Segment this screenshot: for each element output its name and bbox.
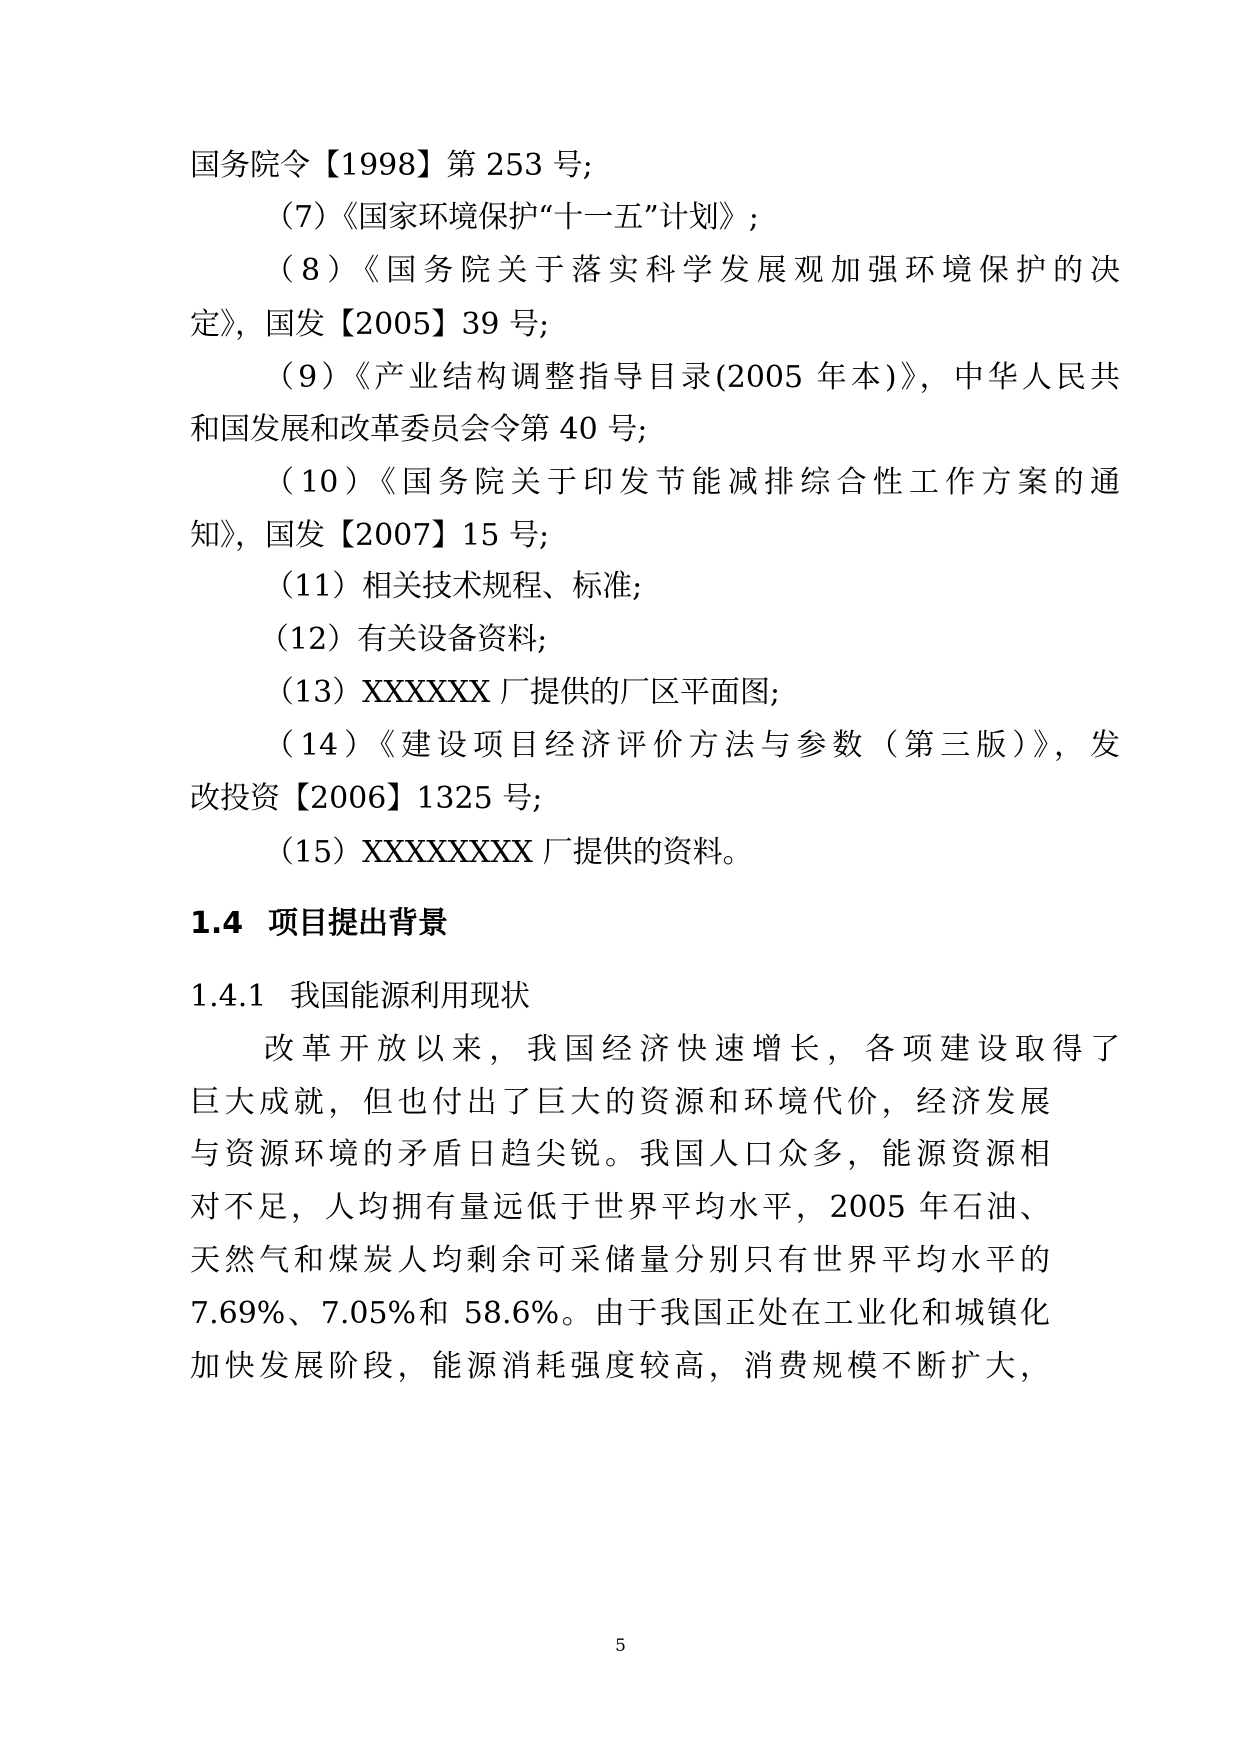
section-heading	[190, 904, 448, 944]
paragraph-line: 与资源环境的矛盾日趋尖锐。我国人口众多，能源资源相	[190, 1137, 1050, 1172]
reference-item-8-continued: 定》，国发【2005】39 号;	[190, 307, 550, 342]
paragraph-line: 改革开放以来，我国经济快速增长，各项建设取得了	[264, 1032, 1120, 1067]
reference-item-9-continued: 和国发展和改革委员会令第 40 号;	[190, 412, 648, 447]
reference-item-14-continued: 改投资【2006】1325 号;	[190, 781, 543, 816]
page-number: 5	[615, 1636, 626, 1656]
reference-item-13: （13）XXXXXX 厂提供的厂区平面图;	[264, 675, 780, 710]
reference-item-8: （8）《国务院关于落实科学发展观加强环境保护的决	[264, 253, 1120, 288]
reference-item-12: （12）有关设备资料;	[259, 622, 548, 657]
subsection-number: 1.4.1	[190, 979, 267, 1014]
paragraph-line: 加快发展阶段，能源消耗强度较高，消费规模不断扩大，	[190, 1349, 1050, 1384]
paragraph-line: 巨大成就，但也付出了巨大的资源和环境代价，经济发展	[190, 1085, 1050, 1120]
reference-item-15: （15）XXXXXXXX 厂提供的资料。	[264, 835, 753, 870]
reference-item-7: （7）《国家环境保护“十一五”计划》;	[264, 200, 759, 235]
subsection-heading	[190, 977, 530, 1017]
reference-line-6-continued: 国务院令【1998】第 253 号;	[190, 148, 593, 183]
reference-item-10-continued: 知》，国发【2007】15 号;	[190, 518, 550, 553]
section-number: 1.4	[190, 906, 244, 941]
reference-item-11: （11）相关技术规程、标准;	[264, 569, 643, 604]
section-title: 项目提出背景	[268, 906, 448, 941]
paragraph-line: 天然气和煤炭人均剩余可采储量分别只有世界平均水平的	[190, 1243, 1050, 1278]
paragraph-line: 7.69%、7.05%和 58.6%。由于我国正处在工业化和城镇化	[190, 1296, 1050, 1331]
reference-item-14: （14）《建设项目经济评价方法与参数（第三版）》，发	[264, 728, 1120, 763]
reference-item-9: （9）《产业结构调整指导目录(2005 年本)》，中华人民共	[264, 360, 1120, 395]
paragraph-line: 对不足，人均拥有量远低于世界平均水平，2005 年石油、	[190, 1190, 1050, 1225]
subsection-title: 我国能源利用现状	[290, 979, 530, 1014]
reference-item-10: （10）《国务院关于印发节能减排综合性工作方案的通	[264, 465, 1120, 500]
